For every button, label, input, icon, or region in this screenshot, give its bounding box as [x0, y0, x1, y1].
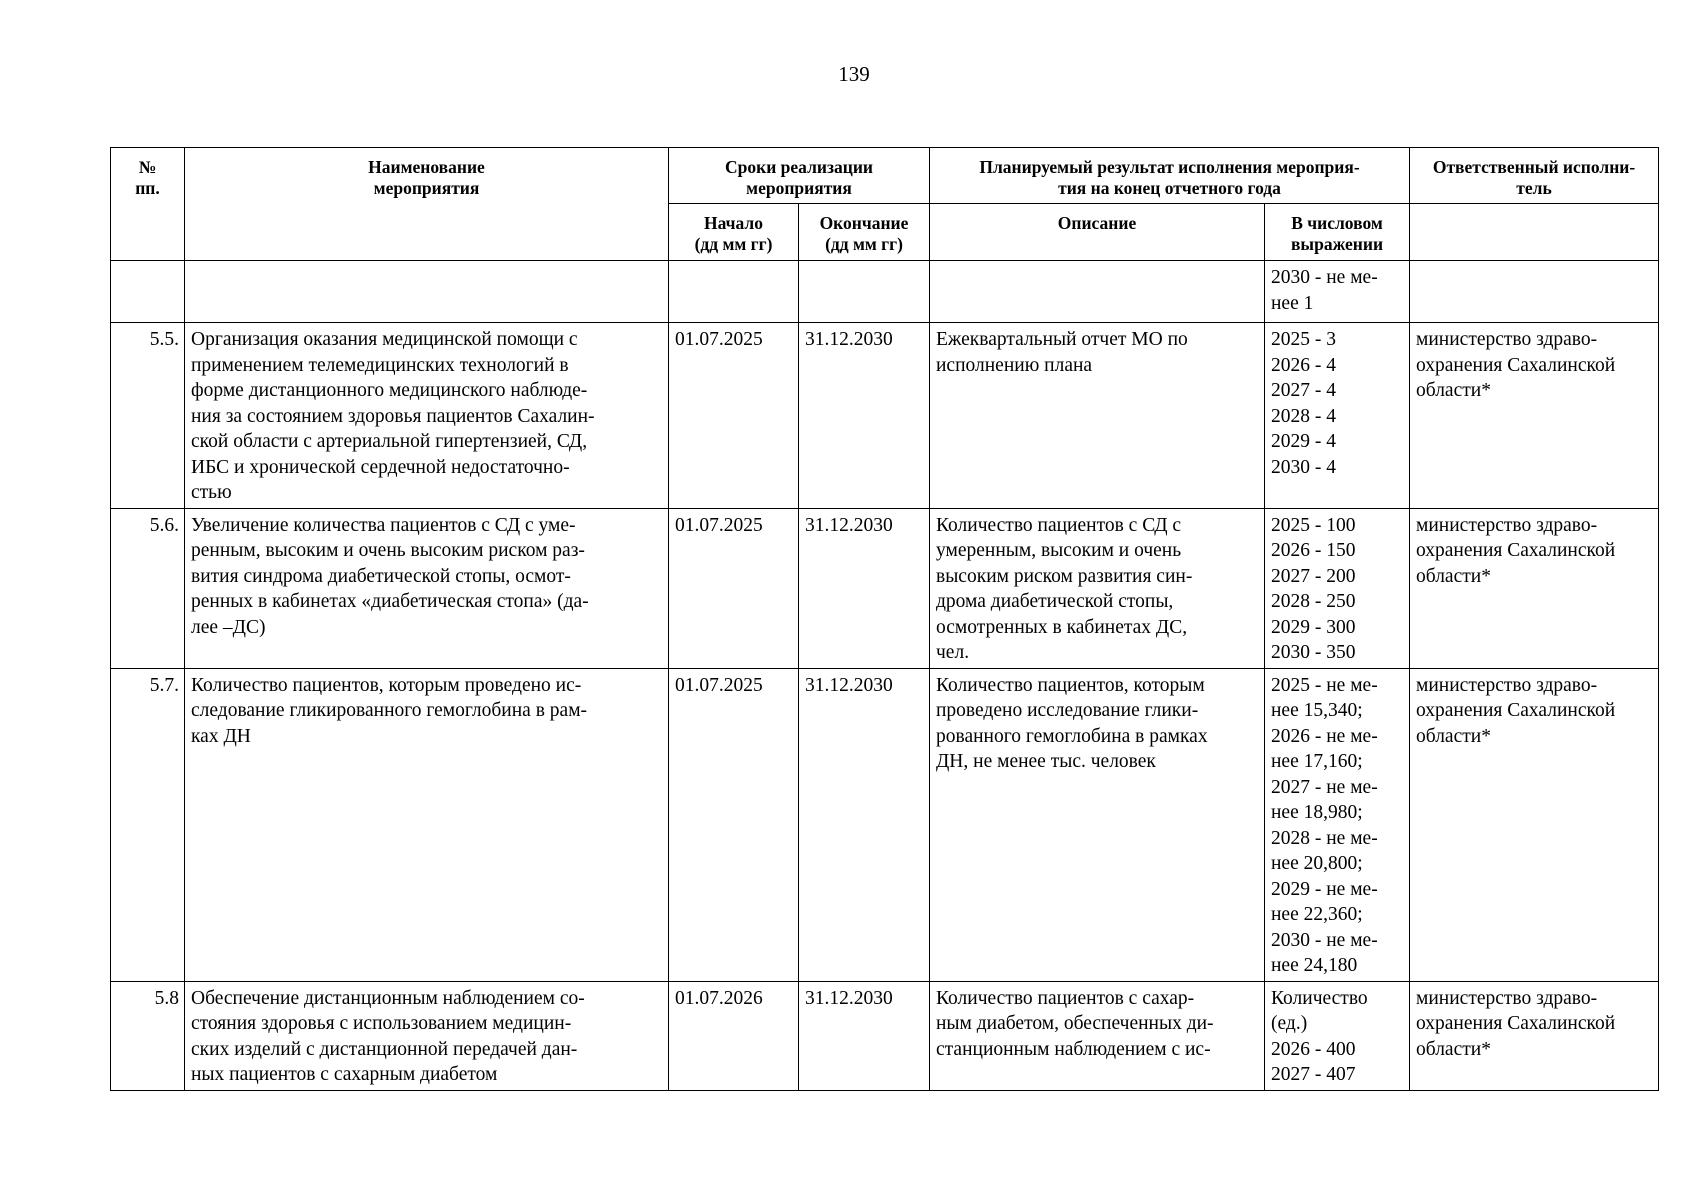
row-numeric: 2025 - не ме- нее 15,340; 2026 - не ме- нее 17,160; 2027 - не ме- нее 18,980; 2028 - не ме- нее 20,800; 2029 - не ме- нее 22,360; 2030 - не ме- нее 24,180 [1265, 668, 1410, 981]
header-responsible-blank [1410, 204, 1659, 261]
table-row [111, 261, 1659, 323]
row-num: 5.8 [111, 981, 185, 1090]
row-description: Ежеквартальный отчет МО по исполнению плана [930, 323, 1265, 509]
row-num: 5.7. [111, 668, 185, 981]
row-name [185, 261, 669, 323]
page-number: 139 [838, 62, 870, 86]
table-row [111, 323, 1659, 509]
header-numeric: В числовом выражении [1265, 204, 1410, 261]
row-description [930, 261, 1265, 323]
row-numeric: Количество (ед.) 2026 - 400 2027 - 407 [1265, 981, 1410, 1090]
row-name: Организация оказания медицинской помощи с применением телемедицинских технологий в форме дистанционного медицинского наблюде- ния за состоянием здоровья пациентов Сахалин- ской области с артериальной гипертензией, СД, ИБС и хронической сердечной недостаточно- стью [185, 323, 669, 509]
row-start [669, 261, 799, 323]
row-end [799, 261, 930, 323]
row-start: 01.07.2025 [669, 668, 799, 981]
header-end: Окончание (дд мм гг) [799, 204, 930, 261]
row-name: Увеличение количества пациентов с СД с уме- ренным, высоким и очень высоким риском раз- вития синдрома диабетической стопы, осмот- ренных в кабинетах «диабетическая стопа» (да- лее –ДС) [185, 508, 669, 668]
row-num [111, 261, 185, 323]
row-num: 5.6. [111, 508, 185, 668]
table-row [111, 508, 1659, 668]
header-row-1 [111, 148, 1659, 204]
row-responsible: министерство здраво- охранения Сахалинской области* [1410, 323, 1659, 509]
row-name: Количество пациентов, которым проведено ис- следование гликированного гемоглобина в рам- ках ДН [185, 668, 669, 981]
header-responsible: Ответственный исполни- тель [1410, 148, 1659, 204]
row-start: 01.07.2025 [669, 323, 799, 509]
table-row [111, 668, 1659, 981]
activities-table [110, 147, 1659, 1091]
row-description: Количество пациентов с СД с умеренным, высоким и очень высоким риском развития син- дрома диабетической стопы, осмотренных в кабинетах ДС, чел. [930, 508, 1265, 668]
row-description: Количество пациентов с сахар- ным диабетом, обеспеченных ди- станционным наблюдением с ис- [930, 981, 1265, 1090]
row-description: Количество пациентов, которым проведено исследование глики- рованного гемоглобина в рамках ДН, не менее тыс. человек [930, 668, 1265, 981]
row-numeric: 2025 - 100 2026 - 150 2027 - 200 2028 - 250 2029 - 300 2030 - 350 [1265, 508, 1410, 668]
row-responsible [1410, 261, 1659, 323]
header-terms: Сроки реализации мероприятия [669, 148, 930, 204]
row-end: 31.12.2030 [799, 323, 930, 509]
header-num: № пп. [111, 148, 185, 261]
row-start: 01.07.2026 [669, 981, 799, 1090]
header-name: Наименование мероприятия [185, 148, 669, 261]
row-numeric: 2025 - 3 2026 - 4 2027 - 4 2028 - 4 2029 - 4 2030 - 4 [1265, 323, 1410, 509]
row-responsible: министерство здраво- охранения Сахалинской области* [1410, 508, 1659, 668]
header-description: Описание [930, 204, 1265, 261]
header-start: Начало (дд мм гг) [669, 204, 799, 261]
row-numeric: 2030 - не ме- нее 1 [1265, 261, 1410, 323]
row-name: Обеспечение дистанционным наблюдением со- стояния здоровья с использованием медицин- ских изделий с дистанционной передачей дан- ных пациентов с сахарным диабетом [185, 981, 669, 1090]
row-start: 01.07.2025 [669, 508, 799, 668]
table-row [111, 981, 1659, 1090]
row-end: 31.12.2030 [799, 981, 930, 1090]
row-num: 5.5. [111, 323, 185, 509]
row-responsible: министерство здраво- охранения Сахалинской области* [1410, 668, 1659, 981]
row-end: 31.12.2030 [799, 508, 930, 668]
row-end: 31.12.2030 [799, 668, 930, 981]
header-planned-result: Планируемый результат исполнения мероприя- тия на конец отчетного года [930, 148, 1410, 204]
row-responsible: министерство здраво- охранения Сахалинской области* [1410, 981, 1659, 1090]
